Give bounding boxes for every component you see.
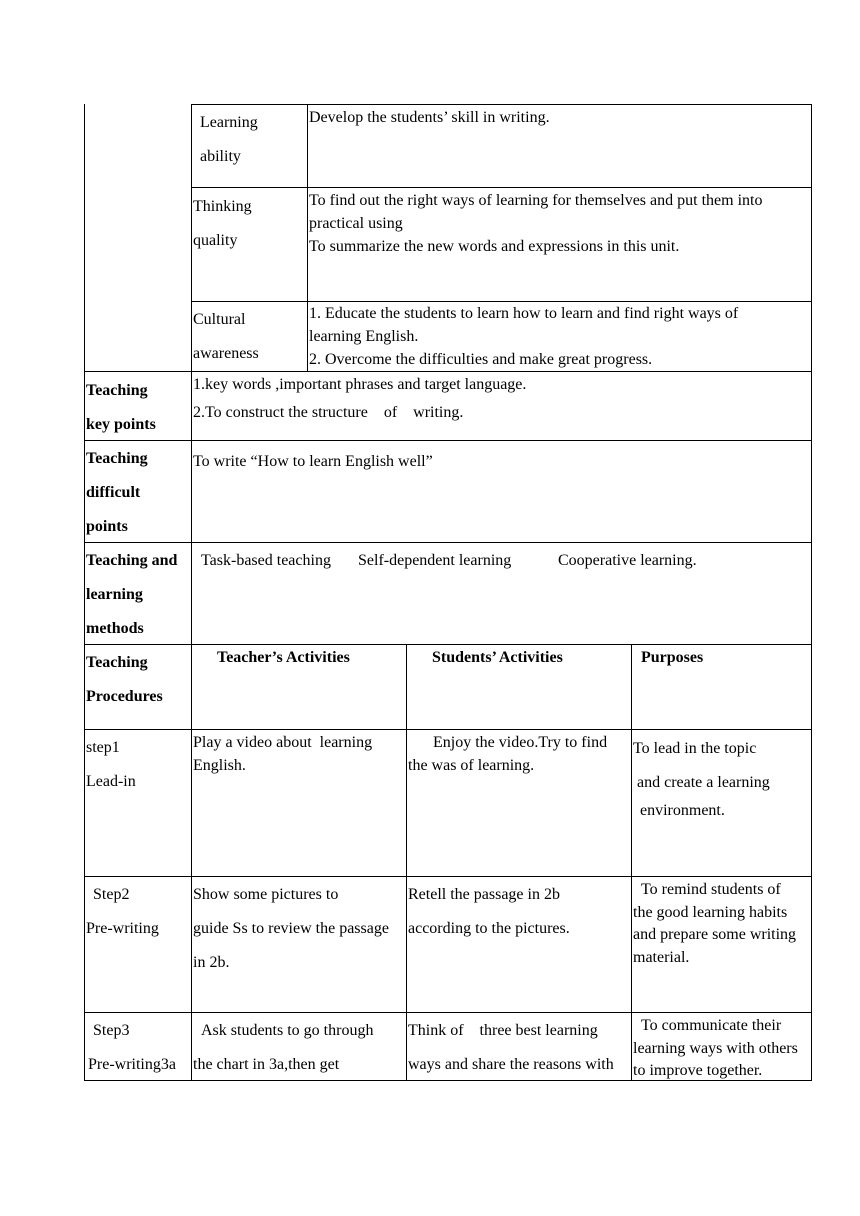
purpose: and create a learning <box>637 774 770 791</box>
key-points-label: Teaching <box>86 382 148 399</box>
column-header-students: Students’ Activities <box>432 649 563 666</box>
rule <box>191 187 811 188</box>
rule <box>84 440 811 441</box>
rule <box>406 644 407 1081</box>
method-item: Task-based teaching <box>201 552 331 569</box>
students-activity: according to the pictures. <box>408 920 570 937</box>
procedures-label: Procedures <box>86 688 163 705</box>
rule <box>191 104 811 105</box>
difficult-points-content: To write “How to learn English well” <box>193 453 433 470</box>
purpose: To lead in the topic <box>633 740 757 757</box>
thinking-quality-content: practical using <box>309 215 403 232</box>
purpose: To remind students of <box>641 881 781 898</box>
rule <box>84 644 811 645</box>
thinking-quality-label: quality <box>193 232 238 249</box>
rule <box>631 644 632 1081</box>
rule <box>84 371 811 372</box>
rule <box>84 104 85 1081</box>
difficult-points-label: difficult <box>86 484 141 501</box>
purpose: to improve together. <box>633 1062 763 1079</box>
teacher-activity: English. <box>193 757 246 774</box>
column-header-purposes: Purposes <box>641 649 704 666</box>
learning-ability-label: Learning <box>200 114 258 131</box>
thinking-quality-content: To summarize the new words and expressions in this unit. <box>309 238 680 255</box>
teacher-activity: in 2b. <box>193 954 230 971</box>
cultural-awareness-content: 2. Overcome the difficulties and make great progress. <box>309 351 653 368</box>
methods-label: Teaching and <box>86 552 178 569</box>
cultural-awareness-label: Cultural <box>193 311 246 328</box>
purpose: To communicate their <box>641 1017 782 1034</box>
teacher-activity: Show some pictures to <box>193 886 339 903</box>
method-item: Self-dependent learning <box>358 552 512 569</box>
students-activity: ways and share the reasons with <box>408 1056 614 1073</box>
rule <box>84 1012 811 1013</box>
rule <box>811 104 812 1081</box>
procedures-label: Teaching <box>86 654 148 671</box>
thinking-quality-label: Thinking <box>193 198 252 215</box>
methods-label: learning <box>86 586 143 603</box>
cultural-awareness-label: awareness <box>193 345 259 362</box>
purpose: material. <box>633 949 690 966</box>
teacher-activity: the chart in 3a,then get <box>193 1056 340 1073</box>
thinking-quality-content: To find out the right ways of learning for themselves and put them into <box>309 192 763 209</box>
step-label: Pre-writing <box>86 920 159 937</box>
method-item: Cooperative learning. <box>558 552 697 569</box>
students-activity: Retell the passage in 2b <box>408 886 560 903</box>
students-activity: the was of learning. <box>408 757 535 774</box>
students-activity: Enjoy the video.Try to find <box>433 734 608 751</box>
purpose: learning ways with others <box>633 1040 798 1057</box>
key-points-item: 1.key words ,important phrases and target language. <box>193 376 527 393</box>
column-header-teacher: Teacher’s Activities <box>217 649 350 666</box>
teacher-activity: Play a video about learning <box>193 734 373 751</box>
step-label: Lead-in <box>86 773 136 790</box>
learning-ability-label: ability <box>200 148 241 165</box>
learning-ability-content: Develop the students’ skill in writing. <box>309 109 550 126</box>
purpose: environment. <box>640 802 725 819</box>
rule <box>84 542 811 543</box>
step-label: Step2 <box>93 886 130 903</box>
key-points-item: 2.To construct the structure of writing. <box>193 404 464 421</box>
rule <box>191 104 192 1081</box>
difficult-points-label: points <box>86 518 128 535</box>
step-label: step1 <box>86 739 120 756</box>
purpose: and prepare some writing <box>633 926 797 943</box>
step-label: Step3 <box>93 1022 130 1039</box>
cultural-awareness-content: learning English. <box>309 328 419 345</box>
teacher-activity: Ask students to go through <box>201 1022 374 1039</box>
step-label: Pre-writing3a <box>88 1056 176 1073</box>
rule <box>84 876 811 877</box>
cultural-awareness-content: 1. Educate the students to learn how to learn and find right ways of <box>309 305 739 322</box>
purpose: the good learning habits <box>633 904 788 921</box>
rule <box>84 729 811 730</box>
difficult-points-label: Teaching <box>86 450 148 467</box>
key-points-label: key points <box>86 416 156 433</box>
teacher-activity: guide Ss to review the passage <box>193 920 389 937</box>
students-activity: Think of three best learning <box>408 1022 598 1039</box>
methods-label: methods <box>86 620 144 637</box>
rule <box>307 104 308 372</box>
